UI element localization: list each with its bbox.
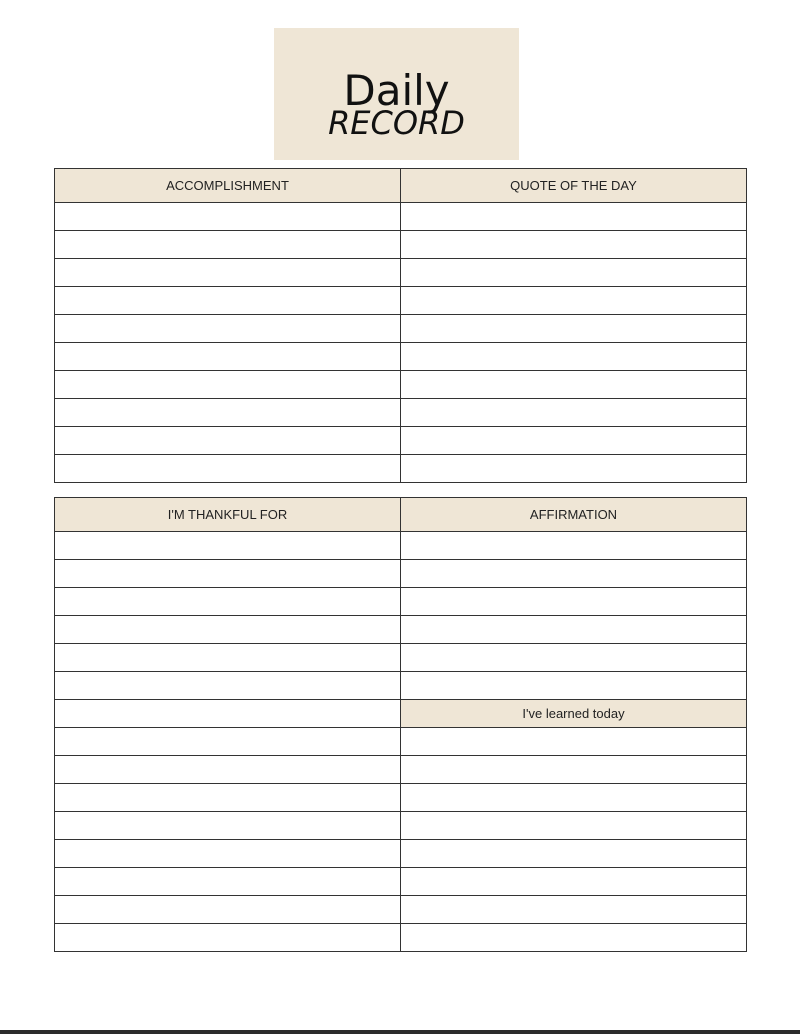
thankful-cell[interactable] (55, 644, 401, 672)
table-row (55, 840, 747, 868)
table-row (55, 455, 747, 483)
thankful-cell[interactable] (55, 784, 401, 812)
title-box (274, 28, 519, 160)
quote-cell[interactable] (401, 371, 747, 399)
bottom-border (0, 1030, 800, 1034)
thankful-cell[interactable] (55, 868, 401, 896)
table-row (55, 287, 747, 315)
learned-today-cell[interactable] (401, 896, 747, 924)
thankful-cell[interactable] (55, 840, 401, 868)
quote-cell[interactable] (401, 231, 747, 259)
table-row (55, 259, 747, 287)
quote-cell[interactable] (401, 287, 747, 315)
accomplishment-cell[interactable] (55, 371, 401, 399)
accomplishment-cell[interactable] (55, 287, 401, 315)
title-daily: Daily (343, 66, 450, 115)
table-row (55, 672, 747, 700)
quote-cell[interactable] (401, 203, 747, 231)
thankful-cell[interactable] (55, 560, 401, 588)
thankful-cell[interactable] (55, 532, 401, 560)
table-row (55, 371, 747, 399)
table-row (55, 644, 747, 672)
quote-cell[interactable] (401, 343, 747, 371)
table-row (55, 560, 747, 588)
learned-today-header: I've learned today (401, 700, 747, 728)
learned-today-cell[interactable] (401, 840, 747, 868)
thankful-cell[interactable] (55, 728, 401, 756)
accomplishment-header: ACCOMPLISHMENT (55, 169, 401, 203)
affirmation-cell[interactable] (401, 616, 747, 644)
accomplishment-cell[interactable] (55, 343, 401, 371)
table-row (55, 896, 747, 924)
affirmation-cell[interactable] (401, 644, 747, 672)
quote-cell[interactable] (401, 399, 747, 427)
learned-today-cell[interactable] (401, 784, 747, 812)
affirmation-header: AFFIRMATION (401, 498, 747, 532)
thankful-cell[interactable] (55, 616, 401, 644)
accomplishment-cell[interactable] (55, 231, 401, 259)
table-row (55, 616, 747, 644)
quote-cell[interactable] (401, 455, 747, 483)
thankful-cell[interactable] (55, 896, 401, 924)
table-row (55, 315, 747, 343)
thankful-cell[interactable] (55, 672, 401, 700)
accomplishment-cell[interactable] (55, 455, 401, 483)
accomplishment-cell[interactable] (55, 203, 401, 231)
learned-today-cell[interactable] (401, 728, 747, 756)
table-row (55, 728, 747, 756)
table-row (55, 700, 747, 728)
table-row (55, 203, 747, 231)
thankful-cell[interactable] (55, 700, 401, 728)
accomplishment-cell[interactable] (55, 427, 401, 455)
table-row (55, 812, 747, 840)
accomplishment-cell[interactable] (55, 259, 401, 287)
table-row (55, 427, 747, 455)
quote-cell[interactable] (401, 315, 747, 343)
learned-today-cell[interactable] (401, 924, 747, 952)
table-row (55, 784, 747, 812)
table-row (55, 588, 747, 616)
thankful-cell[interactable] (55, 588, 401, 616)
title-record: RECORD (328, 104, 465, 142)
table-header-row (55, 498, 747, 532)
quote-cell[interactable] (401, 259, 747, 287)
table-row (55, 532, 747, 560)
table-row (55, 756, 747, 784)
thankful-cell[interactable] (55, 812, 401, 840)
thankful-affirmation-table (54, 497, 747, 952)
learned-today-cell[interactable] (401, 868, 747, 896)
affirmation-cell[interactable] (401, 560, 747, 588)
quote-of-the-day-header: QUOTE OF THE DAY (401, 169, 747, 203)
learned-today-cell[interactable] (401, 756, 747, 784)
affirmation-cell[interactable] (401, 672, 747, 700)
learned-today-cell[interactable] (401, 812, 747, 840)
table-row (55, 343, 747, 371)
accomplishment-cell[interactable] (55, 399, 401, 427)
accomplishment-quote-table (54, 168, 747, 483)
accomplishment-cell[interactable] (55, 315, 401, 343)
table-row (55, 868, 747, 896)
table-header-row (55, 169, 747, 203)
thankful-for-header: I'M THANKFUL FOR (55, 498, 401, 532)
affirmation-cell[interactable] (401, 532, 747, 560)
table-row (55, 231, 747, 259)
thankful-cell[interactable] (55, 924, 401, 952)
affirmation-cell[interactable] (401, 588, 747, 616)
quote-cell[interactable] (401, 427, 747, 455)
table-row (55, 399, 747, 427)
thankful-cell[interactable] (55, 756, 401, 784)
table-row (55, 924, 747, 952)
